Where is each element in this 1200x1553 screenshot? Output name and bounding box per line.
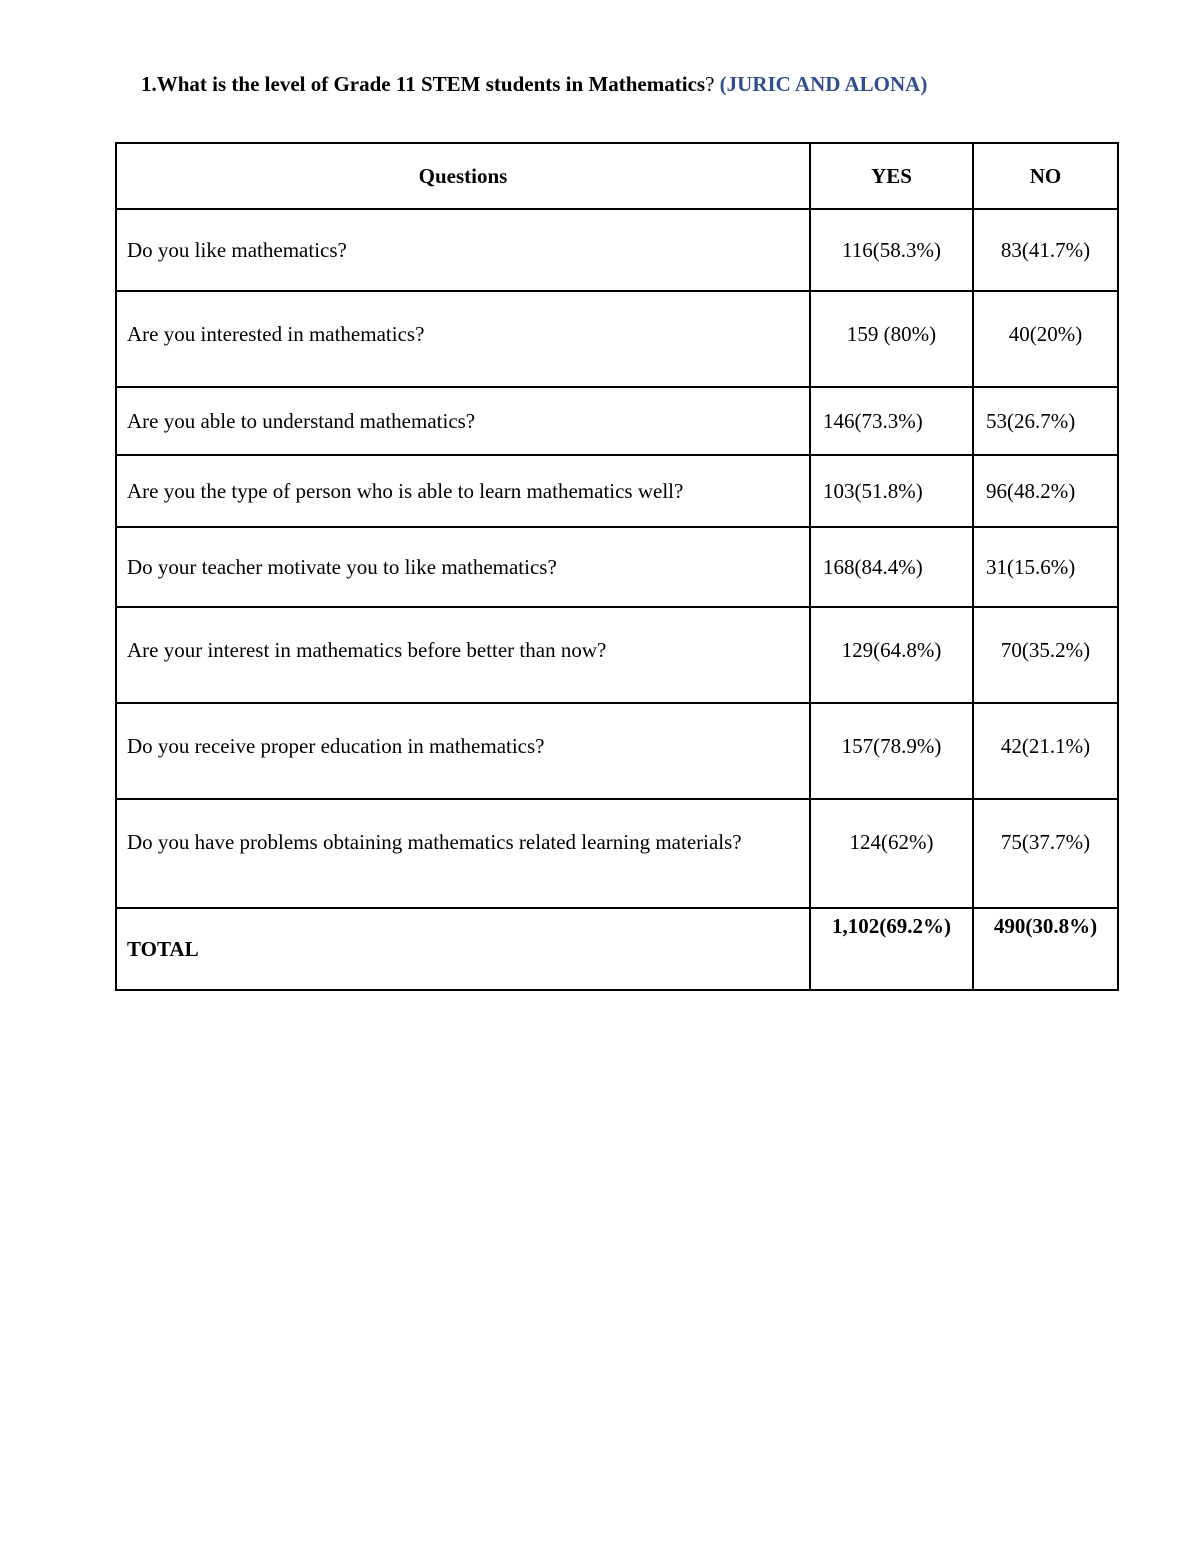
question-cell: Are you interested in mathematics? bbox=[116, 291, 810, 387]
table-row bbox=[116, 703, 1118, 799]
no-cell: 40(20%) bbox=[973, 291, 1118, 387]
yes-cell: 157(78.9%) bbox=[810, 703, 973, 799]
no-cell: 75(37.7%) bbox=[973, 799, 1118, 908]
heading-number: 1. bbox=[141, 72, 157, 96]
no-cell: 83(41.7%) bbox=[973, 209, 1118, 291]
no-cell: 42(21.1%) bbox=[973, 703, 1118, 799]
table-row bbox=[116, 209, 1118, 291]
table-row bbox=[116, 799, 1118, 908]
yes-cell: 124(62%) bbox=[810, 799, 973, 908]
yes-cell: 159 (80%) bbox=[810, 291, 973, 387]
question-cell: Do you receive proper education in mathematics? bbox=[116, 703, 810, 799]
table-row bbox=[116, 291, 1118, 387]
no-cell: 96(48.2%) bbox=[973, 455, 1118, 527]
table-header-row bbox=[116, 143, 1118, 209]
survey-table bbox=[115, 142, 1119, 991]
table-row bbox=[116, 527, 1118, 607]
no-cell: 31(15.6%) bbox=[973, 527, 1118, 607]
table-row bbox=[116, 607, 1118, 703]
question-cell: Do you like mathematics? bbox=[116, 209, 810, 291]
table-total-row bbox=[116, 908, 1118, 990]
header-questions: Questions bbox=[116, 143, 810, 209]
yes-cell: 103(51.8%) bbox=[810, 455, 973, 527]
question-cell: Are you the type of person who is able to learn mathematics well? bbox=[116, 455, 810, 527]
yes-cell: 129(64.8%) bbox=[810, 607, 973, 703]
heading-question: What is the level of Grade 11 STEM students in Mathematics bbox=[156, 72, 706, 96]
header-no: NO bbox=[973, 143, 1118, 209]
total-yes-cell: 1,102(69.2%) bbox=[810, 908, 973, 990]
yes-cell: 146(73.3%) bbox=[810, 387, 973, 455]
total-no-cell: 490(30.8%) bbox=[973, 908, 1118, 990]
table-row bbox=[116, 387, 1118, 455]
page-heading bbox=[141, 72, 927, 97]
question-cell: Do your teacher motivate you to like mathematics? bbox=[116, 527, 810, 607]
heading-authors: (JURIC AND ALONA) bbox=[719, 72, 928, 96]
header-yes: YES bbox=[810, 143, 973, 209]
question-cell: Are your interest in mathematics before better than now? bbox=[116, 607, 810, 703]
heading-question-mark: ? bbox=[705, 72, 715, 96]
yes-cell: 116(58.3%) bbox=[810, 209, 973, 291]
question-cell: Are you able to understand mathematics? bbox=[116, 387, 810, 455]
total-label-cell: TOTAL bbox=[116, 908, 810, 990]
yes-cell: 168(84.4%) bbox=[810, 527, 973, 607]
no-cell: 70(35.2%) bbox=[973, 607, 1118, 703]
table-row bbox=[116, 455, 1118, 527]
no-cell: 53(26.7%) bbox=[973, 387, 1118, 455]
question-cell: Do you have problems obtaining mathematics related learning materials? bbox=[116, 799, 810, 908]
